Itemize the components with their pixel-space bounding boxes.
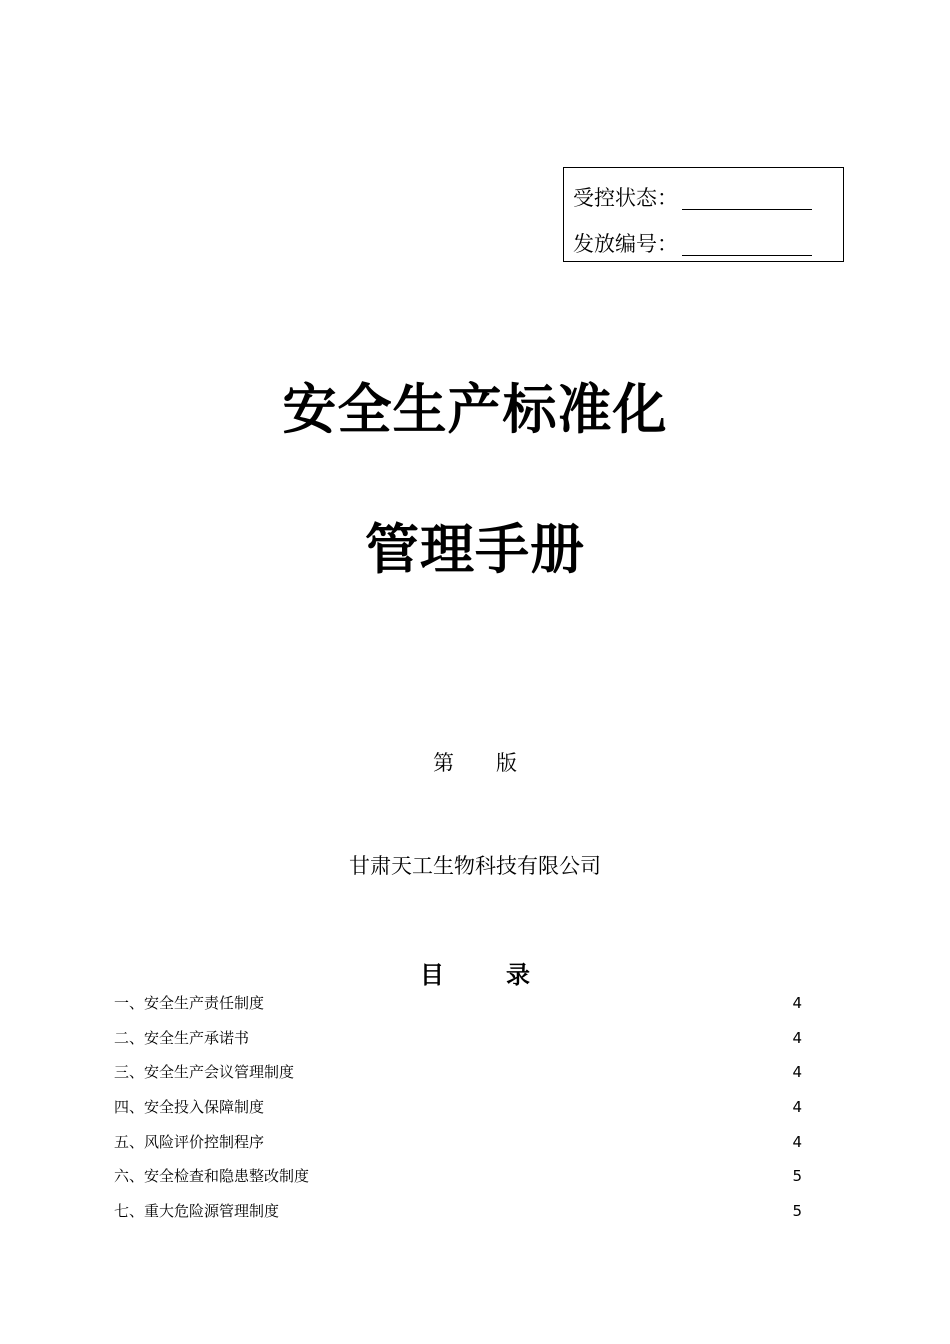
toc-item-page: 4 (792, 1098, 802, 1117)
toc-item-label: 三、安全生产会议管理制度 (114, 1063, 295, 1082)
edition-prefix: 第 (433, 751, 454, 775)
control-number-row (573, 232, 812, 256)
toc-item-page: 4 (792, 1132, 802, 1151)
control-status-label: 受控状态： (573, 186, 678, 210)
toc-list (114, 990, 802, 1233)
toc-item[interactable] (114, 1163, 802, 1198)
toc-item-label: 二、安全生产承诺书 (114, 1028, 250, 1047)
toc-item[interactable] (114, 1198, 802, 1233)
edition-line (0, 747, 950, 777)
document-control-box (563, 167, 844, 262)
toc-item-page: 4 (792, 994, 802, 1012)
control-status-blank (682, 191, 812, 210)
control-status-row (573, 186, 812, 210)
toc-item[interactable] (114, 1025, 802, 1060)
toc-item[interactable] (114, 1094, 802, 1129)
toc-heading-char1: 目 (420, 961, 444, 989)
toc-item[interactable] (114, 1129, 802, 1164)
toc-item-label: 一、安全生产责任制度 (114, 994, 265, 1012)
document-title-line1: 安全生产标准化 (282, 378, 668, 441)
toc-heading (0, 955, 950, 990)
toc-item[interactable] (114, 1059, 802, 1094)
toc-item-page: 4 (792, 1063, 802, 1082)
toc-item-label: 七、重大危险源管理制度 (114, 1202, 280, 1221)
control-number-label: 发放编号： (573, 232, 678, 256)
document-title-line2: 管理手册 (365, 518, 585, 581)
toc-item-label: 四、安全投入保障制度 (114, 1098, 265, 1117)
toc-item-page: 4 (792, 1028, 802, 1047)
toc-item-label: 六、安全检查和隐患整改制度 (114, 1167, 310, 1186)
company-name: 甘肃天工生物科技有限公司 (349, 854, 601, 878)
edition-suffix: 版 (496, 751, 517, 775)
toc-heading-char2: 录 (506, 961, 530, 989)
control-number-blank (682, 237, 812, 256)
toc-item-page: 5 (792, 1202, 802, 1221)
toc-item-label: 五、风险评价控制程序 (114, 1132, 265, 1151)
toc-item[interactable] (114, 990, 802, 1025)
toc-item-page: 5 (792, 1167, 802, 1186)
